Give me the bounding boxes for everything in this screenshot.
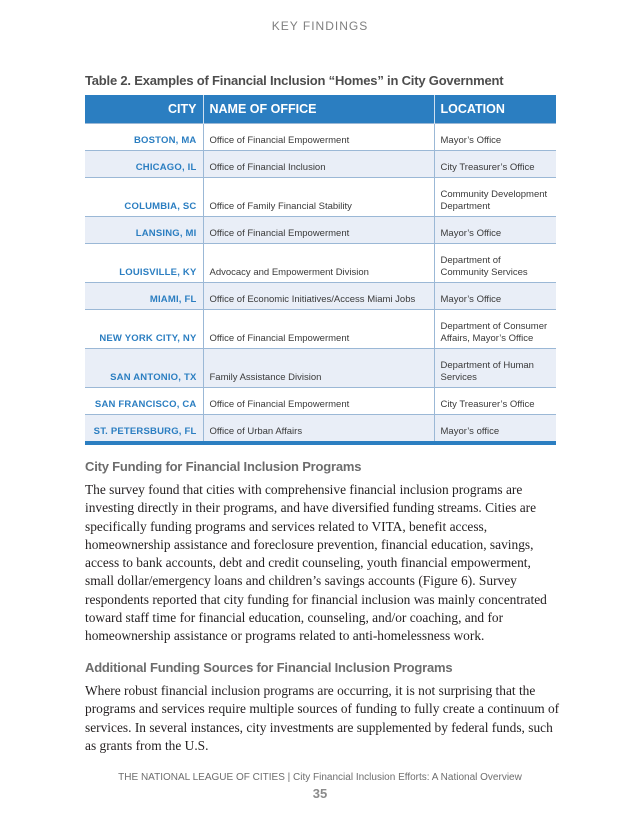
section-heading-city-funding: City Funding for Financial Inclusion Programs — [85, 459, 362, 474]
office-cell: Office of Financial Inclusion — [203, 151, 434, 178]
location-cell: Department of Human Services — [434, 349, 556, 388]
city-cell: NEW YORK CITY, NY — [85, 310, 203, 349]
table-row — [85, 244, 556, 283]
office-cell: Office of Financial Empowerment — [203, 310, 434, 349]
column-header-location: LOCATION — [434, 95, 556, 124]
table-row — [85, 124, 556, 151]
city-cell: LANSING, MI — [85, 217, 203, 244]
table-row — [85, 283, 556, 310]
office-cell: Office of Financial Empowerment — [203, 124, 434, 151]
location-cell: Mayor’s office — [434, 415, 556, 444]
office-cell: Office of Family Financial Stability — [203, 178, 434, 217]
table-row — [85, 310, 556, 349]
city-cell: CHICAGO, IL — [85, 151, 203, 178]
table-row — [85, 388, 556, 415]
office-cell: Office of Urban Affairs — [203, 415, 434, 444]
office-cell: Family Assistance Division — [203, 349, 434, 388]
financial-inclusion-table — [85, 95, 556, 445]
page-footer: THE NATIONAL LEAGUE OF CITIES | City Financial Inclusion Efforts: A National Overview — [118, 772, 522, 783]
location-cell: City Treasurer’s Office — [434, 151, 556, 178]
city-cell: COLUMBIA, SC — [85, 178, 203, 217]
location-cell: Department of Community Services — [434, 244, 556, 283]
paragraph-city-funding: The survey found that cities with comprehensive financial inclusion programs are investing directly in their programs, and have diversified funding streams. Cities are specifically funding programs and services related to VITA, benefit access, homeownership assistance and foreclosure prevention, financial education, savings, access to bank accounts, debt and credit counseling, youth financial empowerment, small dollar/emergency loans and children’s savings accounts (Figure 6). Survey respondents reported that city funding for financial inclusion was mainly concentrated toward staff time for financial education, counseling, and/or coaching, and for homeownership assistance or programs related to anti-homelessness work. — [85, 482, 547, 644]
table-row — [85, 217, 556, 244]
running-head: KEY FINDINGS — [271, 19, 369, 33]
city-cell: LOUISVILLE, KY — [85, 244, 203, 283]
table-row — [85, 151, 556, 178]
office-cell: Office of Economic Initiatives/Access Miami Jobs — [203, 283, 434, 310]
office-cell: Office of Financial Empowerment — [203, 217, 434, 244]
office-cell: Advocacy and Empowerment Division — [203, 244, 434, 283]
column-header-office: NAME OF OFFICE — [203, 95, 434, 124]
location-cell: Mayor’s Office — [434, 217, 556, 244]
table-row — [85, 415, 556, 444]
section-heading-additional-funding: Additional Funding Sources for Financial Inclusion Programs — [85, 660, 453, 675]
city-cell: SAN FRANCISCO, CA — [85, 388, 203, 415]
table-caption: Table 2. Examples of Financial Inclusion “Homes” in City Government — [85, 73, 504, 88]
location-cell: Community Development Department — [434, 178, 556, 217]
office-cell: Office of Financial Empowerment — [203, 388, 434, 415]
location-cell: City Treasurer’s Office — [434, 388, 556, 415]
location-cell: Mayor’s Office — [434, 283, 556, 310]
location-cell: Mayor’s Office — [434, 124, 556, 151]
city-cell: MIAMI, FL — [85, 283, 203, 310]
page-number: 35 — [312, 786, 328, 801]
city-cell: BOSTON, MA — [85, 124, 203, 151]
column-header-city: CITY — [85, 95, 203, 124]
table-row — [85, 349, 556, 388]
location-cell: Department of Consumer Affairs, Mayor’s Office — [434, 310, 556, 349]
city-cell: ST. PETERSBURG, FL — [85, 415, 203, 444]
table-header-row — [85, 95, 556, 124]
city-cell: SAN ANTONIO, TX — [85, 349, 203, 388]
paragraph-additional-funding: Where robust financial inclusion programs are occurring, it is not surprising that the programs and services require multiple sources of funding to fully create a continuum of services. In several instances, city investments are supplemented by federal funds, such as grants from the U.S. — [85, 683, 560, 753]
table-row — [85, 178, 556, 217]
